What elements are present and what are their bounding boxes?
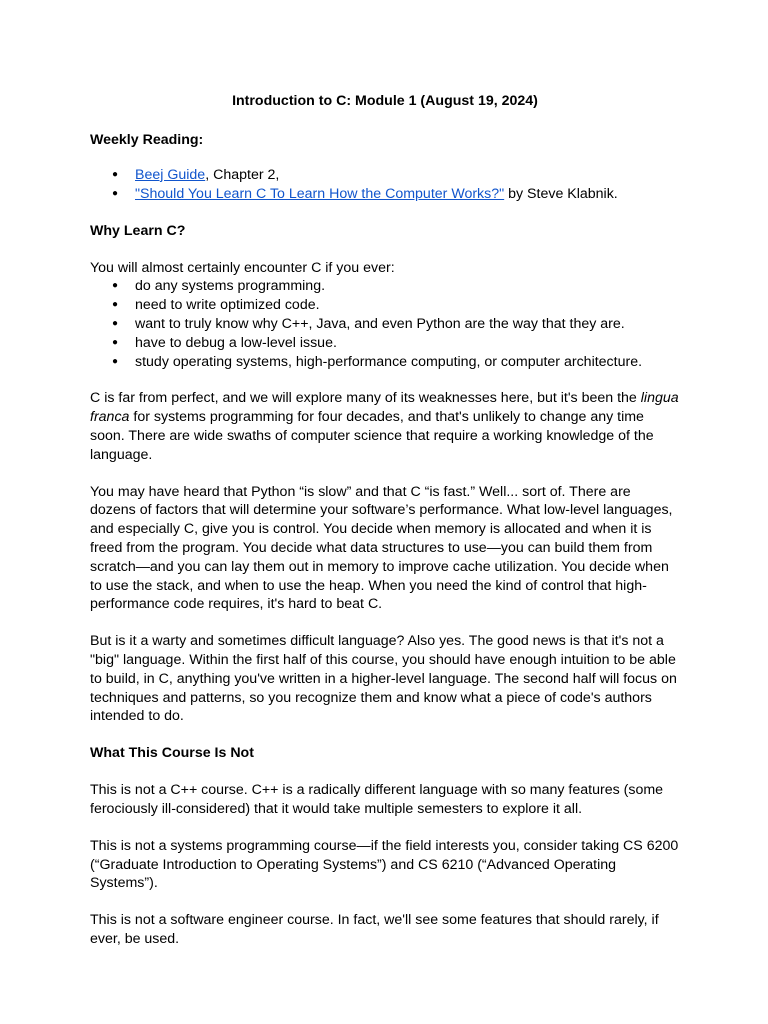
reading-item-beej <box>90 166 680 185</box>
list-item: ● want to truly know why C++, Java, and even Python are the way that they are. <box>90 315 680 334</box>
performance-paragraph: You may have heard that Python “is slow” and that C “is fast.” Well... sort of. There are dozens of factors that will determine your software’s performance. What low-level languages, and especially C, give you is control. You decide when memory is allocated and when it is freed from the program. You decide what data structures to use—you can build them from scratch—and you can lay them out in memory to improve cache utilization. You decide when to use the stack, and when to use the heap. When you need the kind of control that high-performance code requires, it's hard to beat C. <box>90 483 673 613</box>
klabnik-article-link[interactable]: "Should You Learn C To Learn How the Computer Works?" <box>135 185 505 202</box>
reading-item-text: by Steve Klabnik. <box>504 185 618 202</box>
lingua-franca-italic: lingua franca <box>90 390 679 426</box>
reading-list <box>90 166 680 204</box>
why-learn-intro: You will almost certainly encounter C if you ever: <box>90 259 395 276</box>
list-item: ● do any systems programming. <box>90 277 680 296</box>
not-software-eng-paragraph: This is not a software engineer course. In fact, we'll see some features that should rarely, if ever, be used. <box>90 912 659 947</box>
why-learn-heading: Why Learn C? <box>90 222 186 239</box>
list-item: ● have to debug a low-level issue. <box>90 334 680 353</box>
page-title: Introduction to C: Module 1 (August 19, 2024) <box>232 93 538 109</box>
not-cpp-paragraph: This is not a C++ course. C++ is a radically different language with so many features (some ferociously ill-considered) that it would take multiple semesters to explore it all. <box>90 782 664 817</box>
not-course-heading: What This Course Is Not <box>90 745 254 762</box>
list-item: ● study operating systems, high-performance computing, or computer architecture. <box>90 353 680 372</box>
reading-item-klabnik <box>90 185 680 204</box>
why-learn-list <box>90 277 680 371</box>
paragraph-text: for systems programming for four decades, and that's unlikely to change any time soon. There are wide swaths of computer science that require a working knowledge of the language. <box>90 409 654 463</box>
list-item: ● need to write optimized code. <box>90 296 680 315</box>
reading-item-text: , Chapter 2, <box>205 167 280 183</box>
lingua-franca-paragraph <box>90 389 680 464</box>
weekly-reading-heading: Weekly Reading: <box>90 132 204 148</box>
beej-guide-link[interactable]: Beej Guide <box>135 167 206 183</box>
paragraph-text: C is far from perfect, and we will explore many of its weaknesses here, but it's been the <box>90 390 641 407</box>
warty-language-paragraph: But is it a warty and sometimes difficult language? Also yes. The good news is that it's not a "big" language. Within the first half of this course, you should have enough intuition to be able to build, in C, anything you've written in a higher-level language. The second half will focus on techniques and patterns, so you recognize them and know what a piece of code's authors intended to do. <box>90 633 677 725</box>
not-systems-paragraph: This is not a systems programming course—if the field interests you, consider taking CS 6200 (“Graduate Introduction to Operating Systems”) and CS 6210 (“Advanced Operating Systems”). <box>90 837 679 892</box>
